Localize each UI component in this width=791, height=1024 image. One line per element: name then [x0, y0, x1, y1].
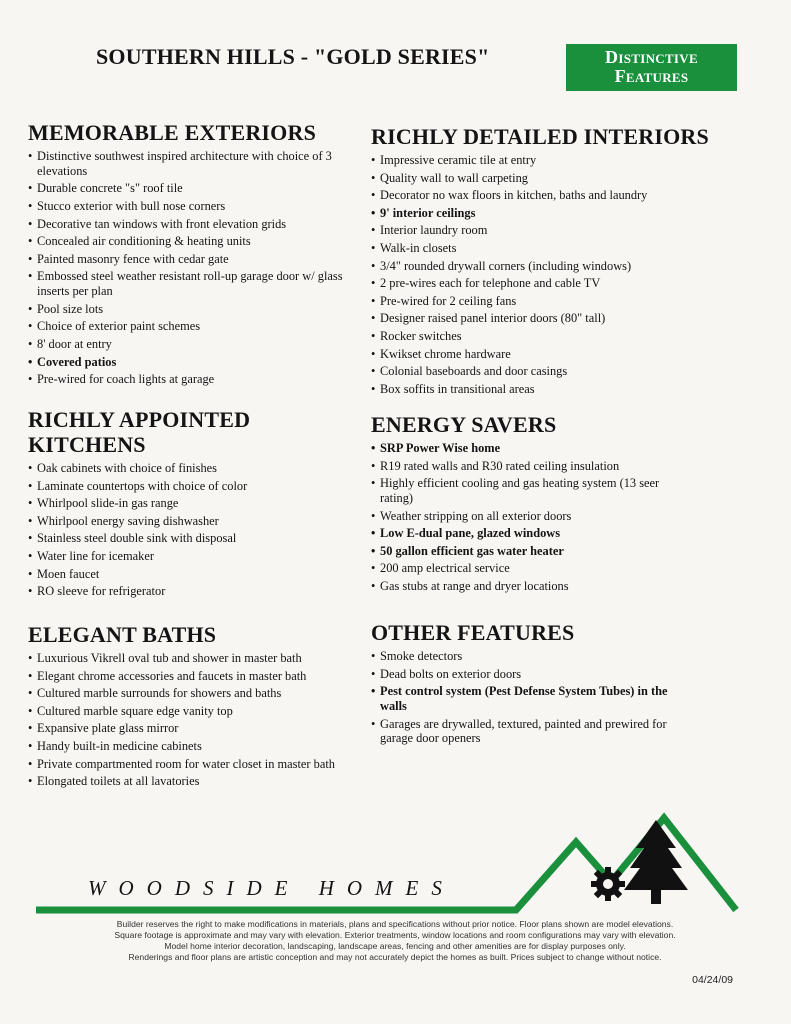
feature-item: • 200 amp electrical service	[371, 561, 681, 576]
feature-item: • Box soffits in transitional areas	[371, 382, 761, 397]
distinctive-features-badge	[566, 44, 737, 91]
feature-item: • Weather stripping on all exterior doors	[371, 509, 681, 524]
revision-date: 04/24/09	[692, 974, 733, 986]
feature-item: • Elegant chrome accessories and faucets in master bath	[28, 669, 378, 684]
section-heading: OTHER FEATURES	[371, 620, 575, 645]
feature-item: • 9' interior ceilings	[371, 206, 761, 221]
section-heading: ENERGY SAVERS	[371, 412, 557, 437]
feature-item: • Private compartmented room for water closet in master bath	[28, 757, 378, 772]
feature-item: • Elongated toilets at all lavatories	[28, 774, 378, 789]
feature-item: • R19 rated walls and R30 rated ceiling insulation	[371, 459, 681, 474]
section-heading: MEMORABLE EXTERIORS	[28, 120, 317, 145]
feature-item: • Quality wall to wall carpeting	[371, 171, 761, 186]
feature-item: • 8' door at entry	[28, 337, 363, 352]
feature-item: • Rocker switches	[371, 329, 761, 344]
feature-item: • Whirlpool energy saving dishwasher	[28, 514, 363, 529]
section-other-features	[371, 620, 671, 749]
section-heading: RICHLY DETAILED INTERIORS	[371, 124, 709, 149]
section-elegant-baths	[28, 622, 378, 792]
feature-item: • RO sleeve for refrigerator	[28, 584, 363, 599]
feature-item: • Kwikset chrome hardware	[371, 347, 761, 362]
feature-item: • Covered patios	[28, 355, 363, 370]
feature-item: • Moen faucet	[28, 567, 363, 582]
feature-item: • Pool size lots	[28, 302, 363, 317]
feature-item: • Smoke detectors	[371, 649, 671, 664]
feature-item: • Painted masonry fence with cedar gate	[28, 252, 363, 267]
disclaimer-line: Builder reserves the right to make modifications in materials, plans and specifications without prior notice. Floor plans shown are model elevations.	[116, 919, 674, 929]
page-title: SOUTHERN HILLS - "GOLD SERIES"	[96, 44, 490, 69]
feature-item: • Pre-wired for 2 ceiling fans	[371, 294, 761, 309]
feature-item: • Embossed steel weather resistant roll-up garage door w/ glass inserts per plan	[28, 269, 363, 299]
feature-item: • Garages are drywalled, textured, painted and prewired for garage door openers	[371, 717, 671, 747]
feature-item: • Dead bolts on exterior doors	[371, 667, 671, 682]
feature-item: • Handy built-in medicine cabinets	[28, 739, 378, 754]
feature-item: • Decorative tan windows with front elevation grids	[28, 217, 363, 232]
feature-item: • Choice of exterior paint schemes	[28, 319, 363, 334]
section-heading: ELEGANT BATHS	[28, 622, 217, 647]
feature-item: • Cultured marble surrounds for showers and baths	[28, 686, 378, 701]
feature-item: • 3/4" rounded drywall corners (including windows)	[371, 259, 761, 274]
feature-item: • Gas stubs at range and dryer locations	[371, 579, 681, 594]
feature-item: • Oak cabinets with choice of finishes	[28, 461, 363, 476]
feature-list	[371, 441, 681, 594]
section-richly-appointed-kitchens	[28, 407, 363, 602]
feature-item: • Stainless steel double sink with disposal	[28, 531, 363, 546]
feature-item: • Whirlpool slide-in gas range	[28, 496, 363, 511]
feature-item: • 50 gallon efficient gas water heater	[371, 544, 681, 559]
feature-list	[371, 153, 761, 397]
gear-icon	[591, 867, 625, 901]
feature-item: • Low E-dual pane, glazed windows	[371, 526, 681, 541]
feature-item: • Laminate countertops with choice of color	[28, 479, 363, 494]
feature-item: • Stucco exterior with bull nose corners	[28, 199, 363, 214]
section-memorable-exteriors	[28, 120, 363, 390]
section-energy-savers	[371, 412, 681, 597]
feature-item: • Water line for icemaker	[28, 549, 363, 564]
feature-item: • Walk-in closets	[371, 241, 761, 256]
feature-item: • Highly efficient cooling and gas heating system (13 seer rating)	[371, 476, 681, 506]
feature-item: • Cultured marble square edge vanity top	[28, 704, 378, 719]
disclaimer-line: Square footage is approximate and may vary with elevation. Exterior treatments, window locations and room configurations may vary with elevation.	[114, 930, 676, 940]
feature-item: • Pre-wired for coach lights at garage	[28, 372, 363, 387]
feature-item: • 2 pre-wires each for telephone and cable TV	[371, 276, 761, 291]
section-richly-detailed-interiors	[371, 124, 761, 399]
feature-list	[28, 651, 378, 789]
feature-item: • Interior laundry room	[371, 223, 761, 238]
badge-line-2: Features	[614, 66, 689, 86]
feature-list	[28, 149, 363, 387]
feature-item: • Expansive plate glass mirror	[28, 721, 378, 736]
feature-list	[371, 649, 671, 746]
feature-item: • Designer raised panel interior doors (80" tall)	[371, 311, 761, 326]
badge-line-1: Distinctive	[605, 47, 698, 67]
feature-item: • Pest control system (Pest Defense System Tubes) in the walls	[371, 684, 671, 714]
feature-item: • Luxurious Vikrell oval tub and shower in master bath	[28, 651, 378, 666]
disclaimer-line: Renderings and floor plans are artistic conception and may not accurately depict the homes as built. Prices subject to change without notice.	[128, 952, 662, 962]
section-heading: RICHLY APPOINTED KITCHENS	[28, 407, 251, 457]
feature-item: • Colonial baseboards and door casings	[371, 364, 761, 379]
feature-item: • Concealed air conditioning & heating units	[28, 234, 363, 249]
feature-item: • Durable concrete "s" roof tile	[28, 181, 363, 196]
disclaimer-line: Model home interior decoration, landscaping, landscape areas, fencing and other amenities are for display purposes only.	[164, 941, 626, 951]
brand-name: WOODSIDE HOMES	[88, 876, 455, 900]
woodside-logo-graphic	[36, 810, 766, 920]
feature-item: • Decorator no wax floors in kitchen, baths and laundry	[371, 188, 761, 203]
disclaimer	[40, 919, 750, 963]
feature-item: • Distinctive southwest inspired architecture with choice of 3 elevations	[28, 149, 363, 179]
feature-item: • Impressive ceramic tile at entry	[371, 153, 761, 168]
feature-item: • SRP Power Wise home	[371, 441, 681, 456]
feature-list	[28, 461, 363, 599]
